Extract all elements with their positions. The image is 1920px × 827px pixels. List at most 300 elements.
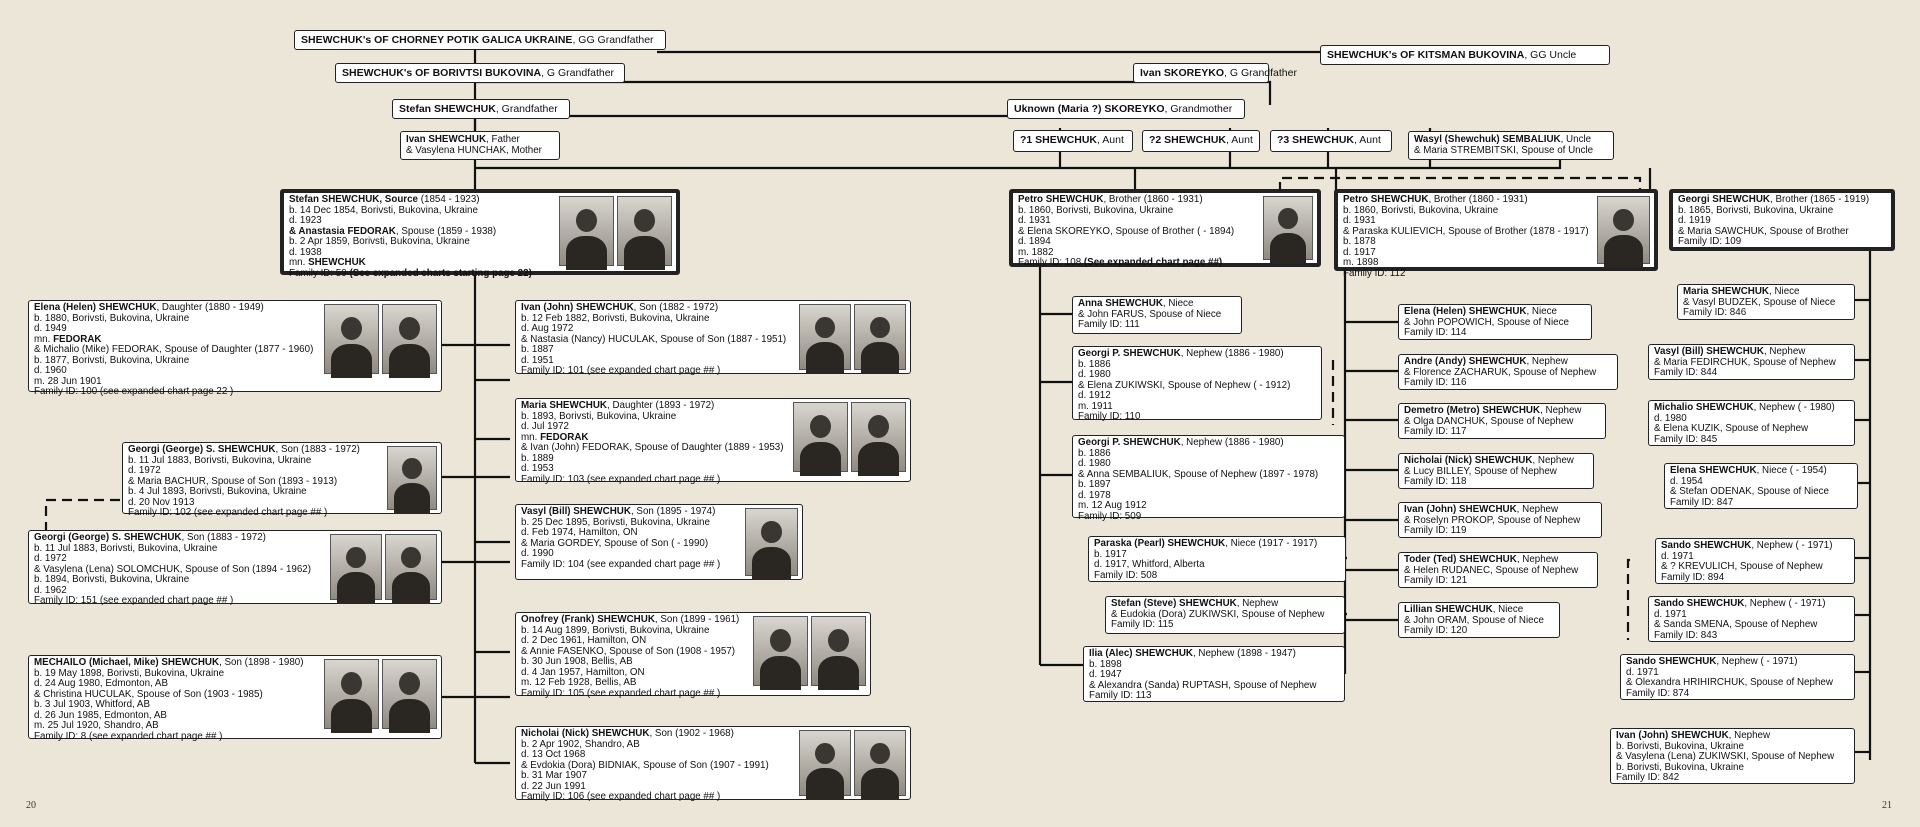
person-detail-line: & Elena KUZIK, Spouse of Nephew <box>1654 423 1809 434</box>
portrait-photo <box>854 304 906 370</box>
person-name: Elena (Helen) SHEWCHUK <box>1404 306 1527 317</box>
person-detail-line: d. 4 Jan 1957, Hamilton, ON <box>521 666 645 678</box>
person-detail-line: d. 20 Nov 1913 <box>128 496 195 508</box>
person-name: Michalio SHEWCHUK <box>1654 402 1754 413</box>
portrait-photo <box>799 304 851 370</box>
person-role: , Brother (1865 - 1919) <box>1770 194 1870 205</box>
person-name-line <box>1654 403 1849 414</box>
person-detail-line: Family ID: 109 <box>1678 236 1742 247</box>
person-role: , Nephew ( - 1980) <box>1753 402 1835 413</box>
person-georgi-son-1 <box>122 442 442 518</box>
person-detail-line: d. 1980 <box>1078 369 1111 380</box>
person-maria-daughter <box>515 398 911 485</box>
person-detail-line: b. 2 Apr 1859, Borivsti, Bukovina, Ukraine <box>289 236 470 247</box>
person-detail-line: Family ID: 844 <box>1654 367 1718 378</box>
person-detail-line: Family ID: 121 <box>1404 575 1468 586</box>
person-detail-line: Family ID: 8 (see expanded chart page ## ) <box>34 730 223 742</box>
person-detail-line: b. 11 Jul 1883, Borivsti, Bukovina, Ukraine <box>128 454 312 466</box>
person-name-line <box>1404 456 1588 467</box>
person-detail-line: & Anna SEMBALIUK, Spouse of Nephew (1897 - 1978) <box>1078 468 1319 480</box>
person-role: , Niece <box>1526 306 1557 317</box>
person-name: Maria SHEWCHUK <box>521 400 608 411</box>
person-detail-line: b. 1860, Borivsti, Bukovina, Ukraine <box>1343 204 1499 216</box>
person-detail-line: & Paraska KULIEVICH, Spouse of Brother (1878 - 1917) <box>1343 225 1589 237</box>
person-detail-line: Family ID: 104 (see expanded chart page ## ) <box>521 558 721 570</box>
person-detail-line: & ? KREVULICH, Spouse of Nephew <box>1661 561 1823 572</box>
person-detail-line: & John ORAM, Spouse of Niece <box>1404 614 1544 626</box>
person-detail-line: Family ID: 101 (see expanded chart page ## ) <box>521 365 721 376</box>
person-role: , Niece <box>1769 286 1800 297</box>
person-name: Nicholai (Nick) SHEWCHUK <box>1404 455 1533 466</box>
person-detail-line: mn. SHEWCHUK <box>289 257 366 268</box>
person-detail-line: b. 2 Apr 1902, Shandro, AB <box>521 738 640 750</box>
person-detail-line: & Eudokia (Dora) ZUKIWSKI, Spouse of Nephew <box>1111 608 1325 620</box>
person-detail-line: Family ID: 102 (see expanded chart page ## ) <box>128 507 328 518</box>
person-detail-line: mn. FEDORAK <box>34 333 102 345</box>
portrait-photo <box>811 616 866 686</box>
person-mechailo <box>28 655 442 742</box>
person-georgi-brother <box>1669 189 1895 251</box>
person-name-line <box>1078 349 1316 360</box>
person-detail-line: d. 24 Aug 1980, Edmonton, AB <box>34 678 168 689</box>
person-detail-line: Family ID: 108 (See expanded chart page ##) <box>1018 257 1223 268</box>
person-maria-niece <box>1677 284 1855 320</box>
person-name: Paraska (Pearl) SHEWCHUK <box>1094 538 1226 549</box>
photos-group <box>799 730 906 796</box>
person-name: Ilia (Alec) SHEWCHUK <box>1089 648 1193 659</box>
person-detail-line: & Vasyl BUDZEK, Spouse of Niece <box>1683 296 1836 308</box>
person-role: , Nephew <box>1728 730 1771 741</box>
person-georgi-p-1 <box>1072 346 1322 420</box>
person-detail-line: & Maria BACHUR, Spouse of Son (1893 - 1913) <box>128 475 338 487</box>
person-detail-line: & Christina HUCULAK, Spouse of Son (1903 - 1985) <box>34 688 263 700</box>
header-ivan-skoreyko: Ivan SKOREYKO, G Grandfather <box>1133 63 1269 83</box>
wasyl-uncle-box: Wasyl (Shewchuk) SEMBALIUK, Uncle & Maria STREMBITSKI, Spouse of Uncle <box>1408 131 1614 160</box>
person-detail-line: Family ID: 509 <box>1078 510 1142 522</box>
person-detail-line: m. 1911 <box>1078 400 1113 412</box>
person-role: , Nephew ( - 1971) <box>1744 598 1826 609</box>
person-detail-line: d. 22 Jun 1991 <box>521 780 586 792</box>
portrait-photo <box>382 659 437 729</box>
person-detail-line: d. Jul 1972 <box>521 421 569 432</box>
person-georgi-p-2 <box>1072 435 1345 522</box>
person-detail-line: Family ID: 105 (see expanded chart page ## ) <box>521 687 721 699</box>
person-name-line <box>1404 406 1600 417</box>
person-detail-line: d. 1990 <box>521 548 554 559</box>
person-detail-line: d. 1953 <box>521 463 554 474</box>
person-detail-line: Family ID: 118 <box>1404 476 1467 487</box>
person-detail-line: & Anastasia FEDORAK, Spouse (1859 - 1938) <box>289 225 497 237</box>
person-detail-line: Family ID: 843 <box>1654 629 1718 641</box>
person-detail-line: Family ID: 508 <box>1094 569 1158 581</box>
person-detail-line: & Vasylena (Lena) ZUKIWSKI, Spouse of Nephew <box>1616 751 1835 762</box>
person-elena-daughter <box>28 300 442 397</box>
person-detail-line: Family ID: 847 <box>1670 496 1734 508</box>
header-chorney-potik: SHEWCHUK's OF CHORNEY POTIK GALICA UKRAINE, GG Grandfather <box>294 30 666 50</box>
person-detail-line: b. 3 Jul 1903, Whitford, AB <box>34 699 150 710</box>
person-detail-line: d. Aug 1972 <box>521 323 574 334</box>
person-role: , Nephew <box>1516 504 1559 515</box>
portrait-photo <box>1263 196 1313 260</box>
person-detail-line: b. 1880, Borivsti, Bukovina, Ukraine <box>34 312 190 324</box>
person-role: , Nephew ( - 1971) <box>1716 656 1798 667</box>
person-detail-line: & Vasylena (Lena) SOLOMCHUK, Spouse of Son (1894 - 1962) <box>34 563 311 575</box>
person-detail-line: & Olexandra HRIHIRCHUK, Spouse of Nephew <box>1626 677 1833 688</box>
person-detail-line: m. 12 Aug 1912 <box>1078 500 1147 511</box>
person-andre-nephew <box>1398 354 1618 390</box>
person-vasyl-nephew <box>1648 344 1855 380</box>
person-name: Toder (Ted) SHEWCHUK <box>1404 554 1517 565</box>
person-role: , Nephew ( - 1971) <box>1751 540 1833 551</box>
person-name-line <box>1654 347 1849 358</box>
person-detail-line: Family ID: 111 <box>1078 319 1140 330</box>
person-detail-line: & Maria SAWCHUK, Spouse of Brother <box>1678 225 1849 237</box>
header-kitsman: SHEWCHUK's OF KITSMAN BUKOVINA, GG Uncle <box>1320 45 1610 65</box>
person-detail-line: mn. FEDORAK <box>521 431 589 443</box>
person-detail-line: & Annie FASENKO, Spouse of Son (1908 - 1957) <box>521 645 736 657</box>
photos-group <box>1263 196 1313 260</box>
person-detail-line: b. 1886 <box>1078 447 1111 459</box>
photos-group <box>324 304 437 374</box>
photos-group <box>793 402 906 472</box>
person-detail-line: d. 26 Jun 1985, Edmonton, AB <box>34 709 167 721</box>
person-detail-line: d. 1931 <box>1343 215 1376 226</box>
person-role: , Son (1883 - 1972) <box>181 532 266 543</box>
person-vasyl-son <box>515 504 803 580</box>
person-detail-line: d. 1980 <box>1654 412 1687 424</box>
person-detail-line: b. 11 Jul 1883, Borivsti, Bukovina, Ukraine <box>34 542 218 554</box>
person-name-line <box>1404 605 1554 616</box>
person-detail-line: Family ID: 874 <box>1626 687 1690 699</box>
person-name-line <box>1404 357 1612 368</box>
person-detail-line: & Florence ZACHARUK, Spouse of Nephew <box>1404 366 1597 378</box>
header-aunt-3: ?3 SHEWCHUK, Aunt <box>1270 130 1392 152</box>
person-detail-line: b. 1860, Borivsti, Bukovina, Ukraine <box>1018 204 1174 216</box>
person-sando-2 <box>1648 596 1855 642</box>
person-name: Elena SHEWCHUK <box>1670 465 1757 476</box>
person-role: , Niece <box>1162 298 1194 309</box>
person-detail-line: & Michalio (Mike) FEDORAK, Spouse of Daughter (1877 - 1960) <box>34 344 314 355</box>
person-detail-line: & Sanda SMENA, Spouse of Nephew <box>1654 619 1818 630</box>
person-role: , Nephew <box>1532 455 1574 466</box>
person-detail-line: & Nastasia (Nancy) HUCULAK, Spouse of Son (1887 - 1951) <box>521 333 787 345</box>
person-detail-line: b. 1887 <box>521 344 554 355</box>
person-detail-line: & Roselyn PROKOP, Spouse of Nephew <box>1404 514 1581 526</box>
person-detail-line: & Stefan ODENAK, Spouse of Niece <box>1670 486 1830 497</box>
person-detail-line: d. 1951 <box>521 354 554 366</box>
portrait-photo <box>324 304 379 374</box>
person-role: , Nephew <box>1540 405 1582 416</box>
person-detail-line: Family ID: 112 <box>1343 267 1406 279</box>
person-detail-line: Family ID: 846 <box>1683 307 1747 318</box>
person-name-line <box>1678 195 1886 206</box>
person-detail-line: d. 1971 <box>1626 666 1659 678</box>
portrait-photo <box>385 534 437 600</box>
person-detail-line: d. 1917 <box>1343 246 1376 258</box>
portrait-photo <box>382 304 437 374</box>
person-role: , Son (1902 - 1968) <box>649 728 734 739</box>
portrait-photo <box>851 402 906 472</box>
person-role: , Nephew (1886 - 1980) <box>1180 437 1284 448</box>
person-detail-line: Family ID: 894 <box>1661 571 1725 583</box>
person-name: Lillian SHEWCHUK <box>1404 604 1493 615</box>
portrait-photo <box>745 508 798 576</box>
person-detail-line: b. 1917 <box>1094 548 1127 560</box>
person-detail-line: Family ID: 119 <box>1404 525 1467 536</box>
ivan-father-box: Ivan SHEWCHUK, Father & Vasylena HUNCHAK, Mother <box>400 131 560 160</box>
person-name: Anna SHEWCHUK <box>1078 298 1163 309</box>
person-detail-line: b. 1894, Borivsti, Bukovina, Ukraine <box>34 574 190 585</box>
person-role: , Niece <box>1492 604 1524 615</box>
person-detail-line: b. 1877, Borivsti, Bukovina, Ukraine <box>34 354 190 366</box>
person-lillian-niece <box>1398 602 1560 638</box>
portrait-photo <box>387 446 437 510</box>
person-name-line <box>1654 599 1849 610</box>
person-detail-line: b. 31 Mar 1907 <box>521 770 587 781</box>
portrait-photo <box>753 616 808 686</box>
person-role: , Nephew (1898 - 1947) <box>1192 648 1296 659</box>
person-role: , Nephew <box>1526 356 1568 367</box>
person-onofrey <box>515 612 871 699</box>
person-role: , Nephew (1886 - 1980) <box>1180 348 1284 359</box>
person-detail-line: & Helen RUDANEC, Spouse of Nephew <box>1404 564 1579 576</box>
person-name: Georgi (George) S. SHEWCHUK <box>128 444 276 455</box>
person-detail-line: d. 13 Oct 1968 <box>521 749 586 760</box>
person-detail-line: m. 28 Jun 1901 <box>34 375 102 387</box>
person-name: Demetro (Metro) SHEWCHUK <box>1404 405 1541 416</box>
person-name: Elena (Helen) SHEWCHUK <box>34 302 157 313</box>
person-detail-line: d. 1980 <box>1078 458 1111 469</box>
person-ivan-son <box>515 300 911 374</box>
person-detail-line: d. 1947 <box>1089 669 1122 680</box>
person-detail-line: Family ID: 106 (see expanded chart page ## ) <box>521 791 721 802</box>
person-demetro-nephew <box>1398 403 1606 439</box>
person-nicholai-son <box>515 726 911 800</box>
person-name-line <box>1670 466 1852 477</box>
person-detail-line: d. 1972 <box>128 465 161 476</box>
person-detail-line: m. 12 Feb 1928, Bellis, AB <box>521 677 637 688</box>
person-name: Stefan SHEWCHUK, Source <box>289 194 419 205</box>
person-detail-line: b. Borivsti, Bukovina, Ukraine <box>1616 740 1744 752</box>
person-detail-line: & Alexandra (Sanda) RUPTASH, Spouse of Nephew <box>1089 679 1317 691</box>
person-detail-line: b. 1898 <box>1089 658 1122 670</box>
person-detail-line: Family ID: 116 <box>1404 377 1467 388</box>
person-detail-line: d. 1960 <box>34 365 67 376</box>
person-detail-line: Family ID: 115 <box>1111 619 1174 630</box>
person-sando-1 <box>1655 538 1855 584</box>
person-detail-line: & Olga DANCHUK, Spouse of Nephew <box>1404 415 1574 427</box>
person-name: Onofrey (Frank) SHEWCHUK <box>521 614 655 625</box>
person-detail-line: d. 1917, Whitford, Alberta <box>1094 559 1205 570</box>
person-role: , Niece (1917 - 1917) <box>1225 538 1318 549</box>
person-ilia-nephew <box>1083 646 1345 702</box>
person-name: Andre (Andy) SHEWCHUK <box>1404 356 1527 367</box>
person-detail-line: b. 1893, Borivsti, Bukovina, Ukraine <box>521 410 677 422</box>
person-stefan-nephew <box>1105 596 1345 634</box>
photos-group <box>1597 196 1650 264</box>
person-role: , Daughter (1893 - 1972) <box>607 400 715 411</box>
person-name: Vasyl (Bill) SHEWCHUK <box>521 506 631 517</box>
person-detail-line: Family ID: 100 (see expanded chart page 22 ) <box>34 386 234 397</box>
person-ivan-nephew <box>1398 502 1602 538</box>
photos-group <box>324 659 437 729</box>
person-detail-line: Family ID: 117 <box>1404 426 1467 437</box>
person-role: , Son (1895 - 1974) <box>630 506 716 517</box>
portrait-photo <box>324 659 379 729</box>
person-detail-line: d. 1923 <box>289 215 322 226</box>
person-detail-line: & Elena SKOREYKO, Spouse of Brother ( - 1894) <box>1018 225 1235 237</box>
portrait-photo <box>617 196 672 266</box>
person-paraska-niece <box>1088 536 1346 582</box>
person-name: Ivan (John) SHEWCHUK <box>1404 504 1517 515</box>
photos-group <box>387 446 437 510</box>
person-detail-line: & John POPOWICH, Spouse of Niece <box>1404 316 1569 328</box>
person-detail-line: d. 2 Dec 1961, Hamilton, ON <box>521 635 647 646</box>
person-name-line <box>1404 505 1596 516</box>
person-detail-line: d. 1971 <box>1654 608 1687 620</box>
person-detail-line: m. 1898 <box>1343 257 1379 268</box>
portrait-photo <box>1597 196 1650 264</box>
person-role: , Daughter (1880 - 1949) <box>156 302 264 313</box>
portrait-photo <box>793 402 848 472</box>
page-number-right: 21 <box>1882 800 1892 811</box>
person-detail-line: d. 1972 <box>34 553 67 564</box>
person-name-line <box>1094 539 1340 550</box>
person-sando-3 <box>1620 654 1855 700</box>
person-role: , Son (1882 - 1972) <box>633 302 719 313</box>
person-detail-line: m. 1882 <box>1018 246 1054 258</box>
person-detail-line: d. 1971 <box>1661 550 1694 562</box>
person-detail-line: b. 1886 <box>1078 358 1111 370</box>
person-detail-line: b. Borivsti, Bukovina, Ukraine <box>1616 761 1744 773</box>
person-detail-line: d. 1978 <box>1078 489 1111 501</box>
person-role: , Son (1883 - 1972) <box>275 444 360 455</box>
person-detail-line: d. 1919 <box>1678 215 1711 226</box>
person-name-line <box>1089 649 1339 660</box>
person-detail-line: b. 14 Aug 1899, Borivsti, Bukovina, Ukraine <box>521 624 710 636</box>
person-detail-line: Family ID: 845 <box>1654 433 1718 445</box>
person-name-line <box>1404 307 1586 318</box>
person-role: , Nephew <box>1516 554 1559 565</box>
person-name-line <box>1111 599 1339 610</box>
person-name: Stefan (Steve) SHEWCHUK <box>1111 598 1237 609</box>
person-detail-line: b. 14 Dec 1854, Borivsti, Bukovina, Ukraine <box>289 204 478 216</box>
person-detail-line: d. Feb 1974, Hamilton, ON <box>521 527 638 538</box>
photos-group <box>799 304 906 370</box>
person-detail-line: m. 25 Jul 1920, Shandro, AB <box>34 720 159 731</box>
portrait-photo <box>559 196 614 266</box>
person-detail-line: b. 1889 <box>521 452 554 464</box>
person-name-line <box>1078 299 1236 310</box>
person-elena-niece <box>1398 304 1592 340</box>
person-role: , Son (1898 - 1980) <box>219 657 304 668</box>
person-detail-line: & John FARUS, Spouse of Niece <box>1078 308 1222 320</box>
person-detail-line: & Ivan (John) FEDORAK, Spouse of Daughter (1889 - 1953) <box>521 442 784 453</box>
person-role: , Brother (1860 - 1931) <box>1103 194 1203 205</box>
person-name: Georgi (George) S. SHEWCHUK <box>34 532 182 543</box>
person-anna-niece <box>1072 296 1242 334</box>
person-detail-line: b. 1878 <box>1343 236 1376 247</box>
person-detail-line: d. 1962 <box>34 584 67 596</box>
person-detail-line: Family ID: 110 <box>1078 411 1141 422</box>
person-detail-line: b. 19 May 1898, Borivsti, Bukovina, Ukraine <box>34 667 225 679</box>
person-name: Ivan (John) SHEWCHUK <box>1616 730 1729 741</box>
person-detail-line: b. 4 Jul 1893, Borivsti, Bukovina, Ukraine <box>128 486 307 497</box>
header-stefan-grandfather: Stefan SHEWCHUK, Grandfather <box>392 99 570 119</box>
person-detail-line: Family ID: 114 <box>1404 327 1467 338</box>
person-name: Maria SHEWCHUK <box>1683 286 1770 297</box>
person-detail-line: d. 1931 <box>1018 215 1051 226</box>
person-name: Georgi P. SHEWCHUK <box>1078 437 1181 448</box>
person-michalio-nephew <box>1648 400 1855 446</box>
portrait-photo <box>799 730 851 796</box>
person-name: Ivan (John) SHEWCHUK <box>521 302 634 313</box>
person-name: Sando SHEWCHUK <box>1654 598 1745 609</box>
person-name-line <box>1683 287 1849 298</box>
person-georgi-son-2 <box>28 530 442 604</box>
person-detail-line: & Elena ZUKIWSKI, Spouse of Nephew ( - 1912) <box>1078 379 1291 391</box>
person-toder-nephew <box>1398 552 1598 588</box>
person-name: Georgi SHEWCHUK <box>1678 194 1770 205</box>
person-elena-niece-2 <box>1664 463 1858 509</box>
person-detail-line: d. 1938 <box>289 246 322 258</box>
person-detail-line: Family ID: 113 <box>1089 690 1152 701</box>
person-detail-line: & Evdokia (Dora) BIDNIAK, Spouse of Son (1907 - 1991) <box>521 759 769 771</box>
person-name-line <box>1616 731 1849 742</box>
person-name-line <box>1078 438 1339 449</box>
person-detail-line: & Maria GORDEY, Spouse of Son ( - 1990) <box>521 537 709 549</box>
person-detail-line: Family ID: 103 (see expanded chart page ## ) <box>521 473 721 485</box>
person-name: Sando SHEWCHUK <box>1661 540 1752 551</box>
person-detail-line: d. 1954 <box>1670 475 1703 487</box>
page-number-left: 20 <box>26 800 36 811</box>
person-name: Georgi P. SHEWCHUK <box>1078 348 1181 359</box>
person-name: Nicholai (Nick) SHEWCHUK <box>521 728 650 739</box>
person-petro-brother-1 <box>1009 189 1321 267</box>
photos-group <box>330 534 437 600</box>
person-name: MECHAILO (Michael, Mike) SHEWCHUK <box>34 657 220 668</box>
person-name: Vasyl (Bill) SHEWCHUK <box>1654 346 1764 357</box>
header-aunt-2: ?2 SHEWCHUK, Aunt <box>1142 130 1260 152</box>
person-detail-line: b. 1897 <box>1078 479 1111 490</box>
person-stefan-source <box>280 189 680 279</box>
person-detail-line: & Maria FEDIRCHUK, Spouse of Nephew <box>1654 356 1836 368</box>
person-detail-line: Family ID: 151 (see expanded chart page ## ) <box>34 595 234 606</box>
person-detail-line: Family ID: 59 (See expanded charts starting page 22) <box>289 267 532 279</box>
person-petro-brother-2 <box>1334 189 1658 279</box>
photos-group <box>753 616 866 686</box>
photos-group <box>745 508 798 576</box>
person-detail-line: d. 1949 <box>34 323 67 334</box>
header-borivtsi: SHEWCHUK's OF BORIVTSI BUKOVINA, G Grandfather <box>335 63 625 83</box>
person-name-line <box>1661 541 1849 552</box>
person-detail-line: b. 1865, Borivsti, Bukovina, Ukraine <box>1678 204 1834 216</box>
header-aunt-1: ?1 SHEWCHUK, Aunt <box>1013 130 1133 152</box>
person-role: , Nephew <box>1236 598 1279 609</box>
person-detail-line: Family ID: 120 <box>1404 625 1468 636</box>
person-role: , Nephew <box>1763 346 1806 357</box>
person-detail-line: & Lucy BILLEY, Spouse of Nephew <box>1404 465 1557 477</box>
portrait-photo <box>854 730 906 796</box>
portrait-photo <box>330 534 382 600</box>
person-detail-line: d. 1894 <box>1018 236 1051 247</box>
person-role: , Brother (1860 - 1931) <box>1428 194 1528 205</box>
person-detail-line: Family ID: 842 <box>1616 772 1680 783</box>
person-name: Petro SHEWCHUK <box>1343 194 1429 205</box>
person-nicholai-nephew <box>1398 453 1594 489</box>
person-detail-line: b. 25 Dec 1895, Borivsti, Bukovina, Ukraine <box>521 516 710 528</box>
person-role: , Son (1899 - 1961) <box>654 614 740 625</box>
